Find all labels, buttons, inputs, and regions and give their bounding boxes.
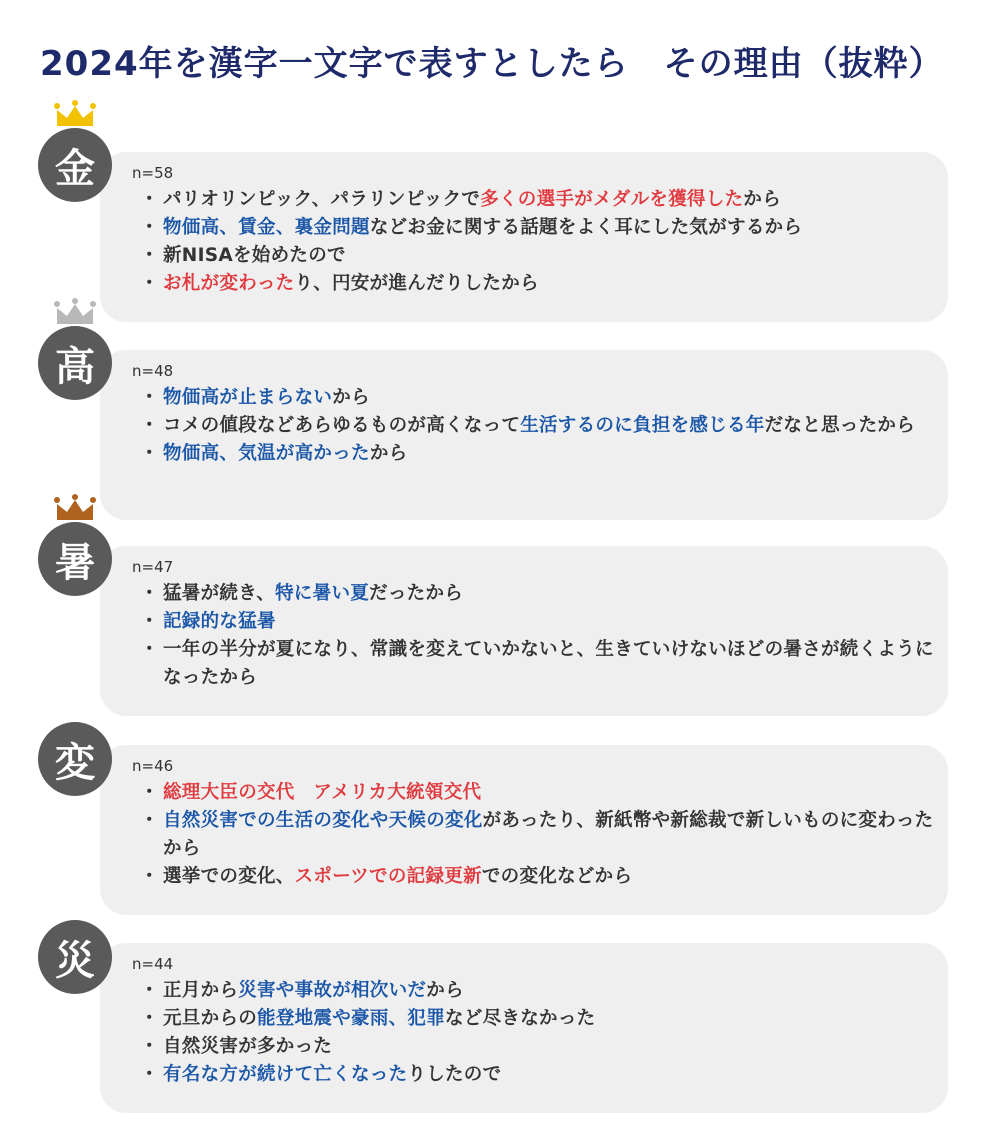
reason-text: があったり、新紙幣や新総裁で新しいものに変わったから xyxy=(163,810,934,859)
reason-list xyxy=(144,580,934,692)
reason-card xyxy=(100,745,948,915)
highlight-blue-text: 生活するのに負担を感じる年 xyxy=(520,415,765,436)
reason-text: だなと思ったから xyxy=(764,415,916,436)
reason-item xyxy=(144,186,934,214)
reason-list xyxy=(144,779,934,891)
reason-text: り、円安が進んだりしたから xyxy=(294,273,539,294)
reason-item xyxy=(144,807,934,863)
reason-item xyxy=(144,412,934,440)
kanji-badge: 高 xyxy=(38,326,112,400)
reason-item xyxy=(144,779,934,807)
kanji-badge: 災 xyxy=(38,920,112,994)
reason-text: から xyxy=(743,189,782,210)
reason-item xyxy=(144,440,934,468)
reason-text: りしたので xyxy=(407,1064,502,1085)
reason-list xyxy=(144,977,934,1089)
highlight-red-text: 総理大臣の交代 アメリカ大統領交代 xyxy=(163,782,482,803)
reason-item xyxy=(144,214,934,242)
kanji-badge: 金 xyxy=(38,128,112,202)
page-title: 2024年を漢字一文字で表すとしたら その理由（抜粋） xyxy=(40,44,944,84)
respondent-count: n=47 xyxy=(132,558,174,576)
reason-item xyxy=(144,863,934,891)
highlight-blue-text: 有名な方が続けて亡くなった xyxy=(163,1064,408,1085)
highlight-blue-text: 物価高、気温が高かった xyxy=(163,443,370,464)
respondent-count: n=58 xyxy=(132,164,174,182)
reason-text: など尽きなかった xyxy=(445,1008,596,1029)
highlight-blue-text: 自然災害での生活の変化や天候の変化 xyxy=(163,810,483,831)
silver-crown-icon xyxy=(53,298,97,326)
highlight-red-text: お札が変わった xyxy=(163,273,295,294)
reason-item xyxy=(144,977,934,1005)
reason-item xyxy=(144,580,934,608)
kanji-badge: 変 xyxy=(38,722,112,796)
gold-crown-icon xyxy=(53,100,97,128)
reason-text: などお金に関する話題をよく耳にした気がするから xyxy=(369,217,803,238)
reason-text: 猛暑が続き、 xyxy=(163,583,276,604)
reason-item xyxy=(144,384,934,412)
bronze-crown-icon xyxy=(53,494,97,522)
reason-text: での変化などから xyxy=(481,866,633,887)
reason-text: 一年の半分が夏になり、常識を変えていかないと、生きていけないほどの暑さが続くようになったから xyxy=(163,639,934,688)
highlight-red-text: スポーツでの記録更新 xyxy=(294,866,482,887)
reason-text: から xyxy=(369,443,408,464)
reason-card xyxy=(100,152,948,322)
reason-text: から xyxy=(332,387,370,408)
highlight-blue-text: 記録的な猛暑 xyxy=(163,611,276,632)
highlight-blue-text: 物価高、賃金、裏金問題 xyxy=(163,217,370,238)
reason-item xyxy=(144,1005,934,1033)
reason-item xyxy=(144,270,934,298)
reason-text: だったから xyxy=(369,583,464,604)
reason-card xyxy=(100,546,948,716)
reason-text: 新NISAを始めたので xyxy=(163,245,346,266)
reason-item xyxy=(144,608,934,636)
kanji-badge: 暑 xyxy=(38,522,112,596)
reason-list xyxy=(144,186,934,298)
highlight-blue-text: 能登地震や豪雨、犯罪 xyxy=(257,1008,446,1029)
reason-text: から xyxy=(426,980,464,1001)
reason-text: パリオリンピック、パラリンピックで xyxy=(163,189,481,210)
reason-item xyxy=(144,636,934,692)
reason-card xyxy=(100,350,948,520)
highlight-red-text: 多くの選手がメダルを獲得した xyxy=(480,189,744,210)
reason-text: 正月から xyxy=(163,980,239,1001)
highlight-blue-text: 物価高が止まらない xyxy=(163,387,333,408)
reason-text: 選挙での変化、 xyxy=(163,866,295,887)
reason-item xyxy=(144,1033,934,1061)
reason-text: 元旦からの xyxy=(163,1008,258,1029)
reason-text: 自然災害が多かった xyxy=(163,1036,333,1057)
respondent-count: n=44 xyxy=(132,955,174,973)
respondent-count: n=46 xyxy=(132,757,174,775)
respondent-count: n=48 xyxy=(132,362,174,380)
highlight-blue-text: 特に暑い夏 xyxy=(275,583,370,604)
reason-card xyxy=(100,943,948,1113)
reason-list xyxy=(144,384,934,468)
reason-item xyxy=(144,1061,934,1089)
highlight-blue-text: 災害や事故が相次いだ xyxy=(238,980,427,1001)
reason-text: コメの値段などあらゆるものが高くなって xyxy=(163,415,521,436)
reason-item xyxy=(144,242,934,270)
